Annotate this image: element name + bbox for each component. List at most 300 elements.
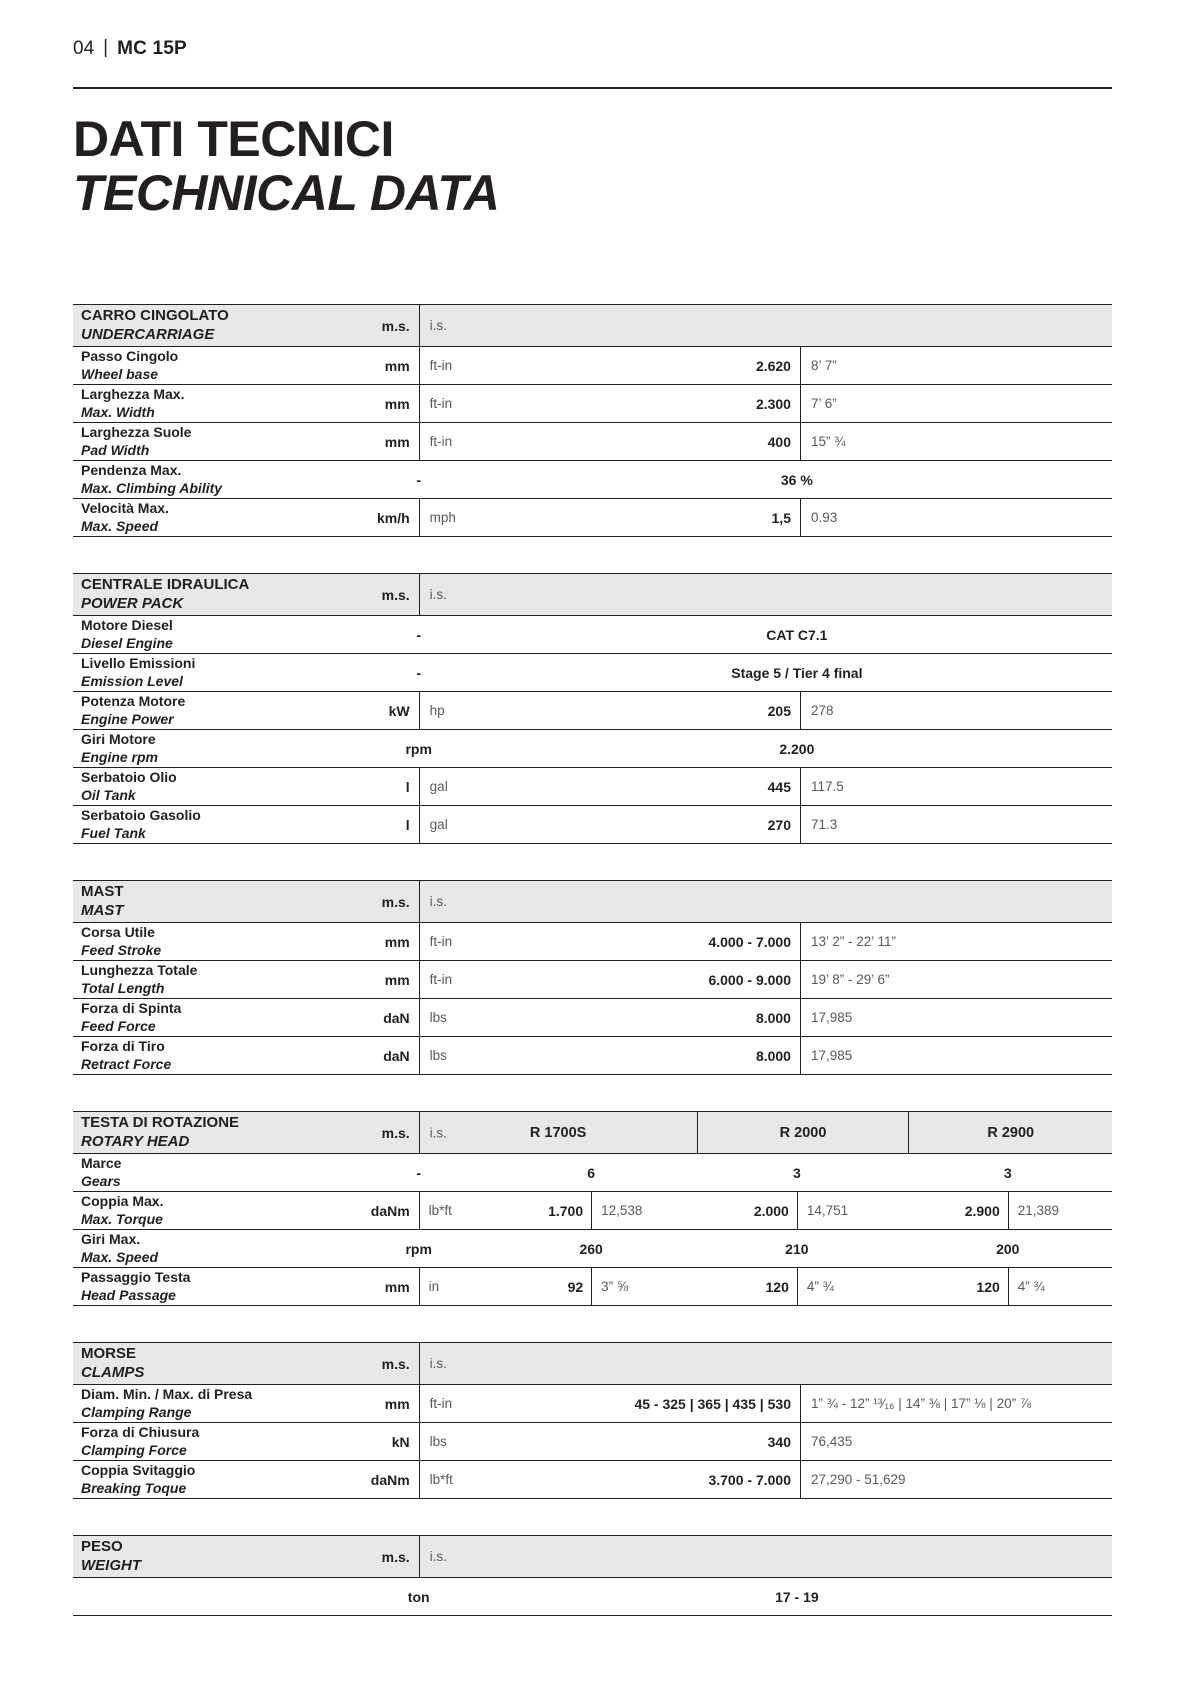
row-label: [81, 348, 178, 382]
row-label: [81, 1038, 171, 1072]
label-cell: [73, 1578, 1112, 1615]
imperial-unit: lbs: [429, 1048, 447, 1063]
table-title-it: CARRO CINGOLATO: [81, 307, 229, 325]
merged-value: 6: [587, 1164, 596, 1181]
row-label-it: Coppia Svitaggio: [81, 1462, 196, 1479]
row-label-it: Potenza Motore: [81, 693, 186, 710]
row-label-en: Oil Tank: [81, 786, 136, 803]
label-cell: [73, 385, 419, 422]
imperial-system-label: i.s.: [429, 587, 447, 602]
row-label-en: Feed Stroke: [81, 941, 162, 958]
metric-cell: [419, 961, 800, 998]
row-label-en: Retract Force: [81, 1055, 172, 1072]
metric-value: 4.000 - 7.000: [708, 933, 791, 950]
row-label-en: Fuel Tank: [81, 824, 146, 841]
value-cell: [1008, 1192, 1112, 1229]
imperial-unit: gal: [429, 817, 448, 832]
metric-cell: [419, 923, 800, 960]
imperial-value: 8’ 7”: [810, 358, 837, 373]
metric-unit: mm: [384, 395, 410, 412]
row-label-en: Clamping Force: [81, 1441, 187, 1458]
imperial-cell: [800, 923, 1112, 960]
merged-unit: -: [416, 471, 422, 488]
value-cell: [591, 1192, 797, 1229]
imperial-value: 19’ 8” - 29’ 6”: [810, 972, 890, 987]
metric-unit: l: [405, 816, 410, 833]
row-label-it: Serbatoio Olio: [81, 769, 177, 786]
metric-unit: kN: [391, 1433, 410, 1450]
imperial-value: 71.3: [810, 817, 838, 832]
row-label-it: Forza di Chiusura: [81, 1424, 200, 1441]
row-label-en: Breaking Toque: [81, 1479, 187, 1496]
row-label-it: Forza di Spinta: [81, 1000, 182, 1017]
spec-table-weight: [73, 1535, 1112, 1616]
row-label-it: Giri Motore: [81, 731, 156, 748]
imperial-cell: [800, 499, 1112, 536]
row-label-it: Velocità Max.: [81, 500, 169, 517]
imperial-value: 0.93: [810, 510, 838, 525]
metric-cell: [419, 1423, 800, 1460]
table-row: [73, 961, 1112, 999]
merged-value: 260: [579, 1240, 603, 1257]
header-subcell: [908, 1112, 1112, 1153]
metric-value: 120: [976, 1278, 1000, 1295]
table-row: [73, 1230, 1112, 1268]
table-title: [81, 307, 229, 344]
label-cell: [73, 730, 1112, 767]
imperial-cell: [800, 1037, 1112, 1074]
row-label-it: Lunghezza Totale: [81, 962, 198, 979]
imperial-value: 1” ¾ - 12” ¹³⁄₁₆ | 14” ⅜ | 17” ⅛ | 20” ⅞: [810, 1396, 1032, 1411]
imperial-value: 12,538: [601, 1203, 643, 1218]
label-cell: [73, 1385, 419, 1422]
merged-value: 36 %: [780, 471, 813, 488]
metric-value: 8.000: [755, 1047, 791, 1064]
row-label-it: Pendenza Max.: [81, 462, 182, 479]
table-row: [73, 1037, 1112, 1075]
label-cell: [73, 1230, 419, 1267]
imperial-value: 117.5: [810, 779, 844, 794]
label-cell: [73, 499, 419, 536]
table-title-en: POWER PACK: [81, 594, 184, 612]
table-row: [73, 499, 1112, 537]
metric-unit: km/h: [376, 509, 410, 526]
imperial-value: 27,290 - 51,629: [810, 1472, 906, 1487]
header-rest-cell: [419, 1536, 1112, 1577]
metric-unit: mm: [384, 433, 410, 450]
page-number: 04: [73, 38, 95, 59]
row-label-en: Max. Climbing Ability: [81, 479, 223, 496]
table-header-row: [73, 1111, 1112, 1154]
label-cell: [73, 1268, 419, 1305]
spec-table-clamps: [73, 1342, 1112, 1499]
row-label-en: Feed Force: [81, 1017, 156, 1034]
imperial-value: 4” ¾: [806, 1279, 834, 1294]
table-title: [81, 1345, 144, 1382]
metric-unit: daN: [383, 1009, 410, 1026]
table-title-en: MAST: [81, 901, 124, 919]
table-title-it: MORSE: [81, 1345, 137, 1363]
metric-value: 1,5: [771, 509, 791, 526]
imperial-unit: lbs: [429, 1010, 447, 1025]
imperial-unit: ft-in: [429, 358, 453, 373]
imperial-unit: lb*ft: [429, 1472, 453, 1487]
merged-value: 210: [785, 1240, 809, 1257]
metric-system-label: m.s.: [381, 1548, 410, 1565]
row-label-it: Serbatoio Gasolio: [81, 807, 201, 824]
page-header-separator: |: [103, 37, 109, 58]
row-label: [81, 731, 158, 765]
metric-unit: daNm: [370, 1202, 410, 1219]
table-row: [73, 654, 1112, 692]
spec-table-undercarriage: [73, 304, 1112, 537]
metric-value: 2.300: [755, 395, 791, 412]
value-cell: [591, 1268, 797, 1305]
imperial-unit: hp: [429, 703, 445, 718]
imperial-system-label: i.s.: [429, 318, 447, 333]
metric-unit: kW: [388, 702, 410, 719]
metric-cell: [419, 1385, 800, 1422]
metric-cell: [419, 768, 800, 805]
metric-cell: [419, 499, 800, 536]
header-label-cell: [73, 1112, 419, 1153]
imperial-unit: ft-in: [429, 934, 453, 949]
doc-title-it: DATI TECNICI: [73, 111, 394, 167]
metric-system-label: m.s.: [381, 1124, 410, 1141]
table-row: [73, 385, 1112, 423]
row-label: [81, 386, 184, 420]
metric-value: 2.000: [753, 1202, 789, 1219]
metric-unit: daNm: [370, 1471, 410, 1488]
metric-value: 270: [767, 816, 791, 833]
metric-cell: [419, 692, 800, 729]
metric-unit: daN: [383, 1047, 410, 1064]
row-label-it: Motore Diesel: [81, 617, 173, 634]
imperial-value: 278: [810, 703, 834, 718]
spec-table-power-pack: [73, 573, 1112, 844]
row-label-en: Max. Torque: [81, 1210, 163, 1227]
column-header: R 2900: [987, 1124, 1035, 1141]
merged-unit: rpm: [405, 1240, 432, 1257]
imperial-system-label: i.s.: [429, 1356, 447, 1371]
imperial-unit: in: [428, 1279, 440, 1294]
imperial-value: 7’ 6”: [810, 396, 837, 411]
table-row: [73, 1154, 1112, 1192]
label-cell: [73, 616, 1112, 653]
table-row: [73, 768, 1112, 806]
metric-unit: mm: [384, 971, 410, 988]
imperial-system-label: i.s.: [429, 894, 447, 909]
row-label-en: Max. Width: [81, 403, 155, 420]
metric-system-label: m.s.: [381, 317, 410, 334]
imperial-unit: lb*ft: [428, 1203, 452, 1218]
spec-table-rotary-head: [73, 1111, 1112, 1306]
metric-value: 445: [767, 778, 791, 795]
header-rest-cell: [419, 1343, 1112, 1384]
table-row: [73, 347, 1112, 385]
row-label-en: Emission Level: [81, 672, 183, 689]
label-cell: [73, 654, 1112, 691]
metric-cell: [419, 806, 800, 843]
label-cell: [73, 1192, 419, 1229]
metric-unit: mm: [384, 1278, 410, 1295]
merged-unit: -: [416, 1164, 422, 1181]
metric-unit: mm: [384, 933, 410, 950]
page-title: [73, 112, 1112, 220]
row-label-en: Clamping Range: [81, 1403, 192, 1420]
table-row: [73, 461, 1112, 499]
merged-unit: rpm: [405, 740, 432, 757]
table-title: [81, 1538, 141, 1575]
header-label-cell: [73, 574, 419, 615]
table-row: [73, 923, 1112, 961]
imperial-value: 76,435: [810, 1434, 853, 1449]
metric-unit: mm: [384, 1395, 410, 1412]
metric-value: 120: [765, 1278, 789, 1295]
merged-value: 200: [996, 1240, 1020, 1257]
value-cell: [797, 1192, 1008, 1229]
row-label: [81, 617, 173, 651]
metric-unit: mm: [384, 357, 410, 374]
imperial-unit: lbs: [429, 1434, 447, 1449]
metric-cell: [419, 423, 800, 460]
metric-cell: [419, 1461, 800, 1498]
row-label-it: Larghezza Max.: [81, 386, 185, 403]
metric-system-label: m.s.: [381, 1355, 410, 1372]
merged-value: 17 - 19: [775, 1588, 819, 1605]
imperial-cell: [800, 768, 1112, 805]
row-label: [81, 1193, 163, 1227]
label-cell: [73, 806, 419, 843]
row-label-en: Engine Power: [81, 710, 174, 727]
table-row: [73, 1192, 1112, 1230]
imperial-cell: [800, 692, 1112, 729]
label-cell: [73, 1423, 419, 1460]
metric-value: 6.000 - 9.000: [708, 971, 791, 988]
row-label: [81, 1231, 158, 1265]
imperial-value: 17,985: [810, 1010, 853, 1025]
imperial-value: 4” ¾: [1017, 1279, 1045, 1294]
row-label-it: Forza di Tiro: [81, 1038, 165, 1055]
header-subcell: [697, 1112, 909, 1153]
merged-value: CAT C7.1: [766, 626, 828, 643]
row-label-en: Gears: [81, 1172, 121, 1189]
row-label-en: Engine rpm: [81, 748, 159, 765]
imperial-value: 14,751: [806, 1203, 849, 1218]
row-label-en: Diesel Engine: [81, 634, 173, 651]
metric-value: 3.700 - 7.000: [708, 1471, 791, 1488]
imperial-cell: [800, 423, 1112, 460]
table-row: [73, 616, 1112, 654]
header-rest-cell: [419, 574, 1112, 615]
header-label-cell: [73, 305, 419, 346]
row-label-it: Diam. Min. / Max. di Presa: [81, 1386, 253, 1403]
imperial-system-label: i.s.: [429, 1549, 447, 1564]
divider-rule: [73, 87, 1112, 89]
merged-unit: -: [416, 664, 422, 681]
table-row: [73, 1268, 1112, 1306]
row-label: [81, 924, 161, 958]
header-rest-cell: [419, 305, 1112, 346]
table-title: [81, 883, 124, 920]
merged-value: Stage 5 / Tier 4 final: [731, 664, 863, 681]
row-label-it: Giri Max.: [81, 1231, 141, 1248]
page-header: [73, 38, 1112, 60]
imperial-cell: [800, 385, 1112, 422]
imperial-value: 3” ⅝: [601, 1279, 629, 1294]
metric-value: 45 - 325 | 365 | 435 | 530: [634, 1395, 791, 1412]
row-label-en: Max. Speed: [81, 517, 159, 534]
table-row: [73, 423, 1112, 461]
table-title: [81, 1114, 239, 1151]
label-cell: [73, 1461, 419, 1498]
table-header-row: [73, 573, 1112, 616]
metric-cell: [419, 1037, 800, 1074]
imperial-unit: ft-in: [429, 972, 453, 987]
row-label: [81, 1462, 195, 1496]
header-rest-cell: [419, 881, 1112, 922]
value-cell: [419, 1192, 591, 1229]
table-header-row: [73, 880, 1112, 923]
metric-value: 2.900: [964, 1202, 1000, 1219]
row-label: [81, 655, 195, 689]
table-row: [73, 806, 1112, 844]
value-cell: [797, 1268, 1008, 1305]
metric-value: 92: [567, 1278, 584, 1295]
label-cell: [73, 423, 419, 460]
metric-cell: [419, 999, 800, 1036]
label-cell: [73, 1037, 419, 1074]
imperial-cell: [800, 806, 1112, 843]
value-cell: [1008, 1268, 1112, 1305]
header-subcell: [420, 1112, 697, 1153]
merged-value: 3: [792, 1164, 801, 1181]
imperial-value: 21,389: [1017, 1203, 1060, 1218]
row-label: [81, 1424, 199, 1458]
table-row: [73, 730, 1112, 768]
table-title-en: UNDERCARRIAGE: [81, 325, 215, 343]
table-title-it: MAST: [81, 883, 124, 901]
imperial-cell: [800, 1423, 1112, 1460]
row-label: [81, 1386, 252, 1420]
imperial-value: 13’ 2” - 22’ 11”: [810, 934, 897, 949]
row-label-en: Wheel base: [81, 365, 159, 382]
metric-value: 340: [767, 1433, 791, 1450]
row-label: [81, 462, 222, 496]
label-cell: [73, 347, 419, 384]
imperial-cell: [800, 347, 1112, 384]
table-title-it: PESO: [81, 1538, 123, 1556]
metric-value: 2.620: [755, 357, 791, 374]
merged-unit: -: [416, 626, 422, 643]
metric-system-label: m.s.: [381, 586, 410, 603]
table-row: [73, 1461, 1112, 1499]
label-cell: [73, 1154, 422, 1191]
spec-tables-container: [73, 304, 1112, 1616]
table-row: [73, 999, 1112, 1037]
model-name: MC 15P: [117, 38, 187, 59]
imperial-system-label: i.s.: [429, 1125, 447, 1140]
row-label-en: Max. Speed: [81, 1248, 159, 1265]
metric-value: 8.000: [755, 1009, 791, 1026]
label-cell: [73, 461, 1112, 498]
metric-value: 205: [767, 702, 791, 719]
merged-value: 3: [1003, 1164, 1012, 1181]
imperial-unit: mph: [429, 510, 456, 525]
label-cell: [73, 692, 419, 729]
doc-title-en: TECHNICAL DATA: [73, 165, 500, 221]
metric-cell: [419, 347, 800, 384]
metric-cell: [419, 385, 800, 422]
table-header-row: [73, 304, 1112, 347]
table-title-it: TESTA DI ROTAZIONE: [81, 1114, 240, 1132]
row-label-it: Marce: [81, 1155, 122, 1172]
table-header-row: [73, 1342, 1112, 1385]
row-label: [81, 693, 185, 727]
row-label: [81, 500, 169, 534]
row-label-en: Pad Width: [81, 441, 150, 458]
row-label: [81, 1155, 121, 1189]
table-row: [73, 1578, 1112, 1616]
column-header: R 1700S: [529, 1124, 587, 1141]
row-label: [81, 1000, 181, 1034]
row-label-it: Livello Emissioni: [81, 655, 196, 672]
header-label-cell: [73, 1343, 419, 1384]
row-label-en: Head Passage: [81, 1286, 176, 1303]
header-label-cell: [73, 881, 419, 922]
row-label-it: Passaggio Testa: [81, 1269, 191, 1286]
row-label: [81, 807, 201, 841]
row-label: [81, 769, 177, 803]
imperial-unit: ft-in: [429, 1396, 453, 1411]
merged-value: 2.200: [779, 740, 815, 757]
table-title-it: CENTRALE IDRAULICA: [81, 576, 250, 594]
metric-value: 400: [767, 433, 791, 450]
metric-unit: l: [405, 778, 410, 795]
row-label-en: Total Length: [81, 979, 165, 996]
label-cell: [73, 923, 419, 960]
merged-unit: ton: [407, 1588, 430, 1605]
row-label-it: Larghezza Suole: [81, 424, 192, 441]
row-label: [81, 1269, 190, 1303]
column-header: R 2000: [779, 1124, 827, 1141]
table-title-en: WEIGHT: [81, 1556, 141, 1574]
imperial-cell: [800, 1461, 1112, 1498]
label-cell: [73, 999, 419, 1036]
table-row: [73, 692, 1112, 730]
metric-system-label: m.s.: [381, 893, 410, 910]
table-row: [73, 1385, 1112, 1423]
row-label-it: Coppia Max.: [81, 1193, 164, 1210]
table-title-en: CLAMPS: [81, 1363, 145, 1381]
imperial-value: 17,985: [810, 1048, 853, 1063]
row-label: [81, 424, 191, 458]
table-header-row: [73, 1535, 1112, 1578]
value-cell: [419, 1268, 591, 1305]
row-label-it: Corsa Utile: [81, 924, 155, 941]
header-rest-cell: [419, 1112, 1112, 1153]
metric-value: 1.700: [548, 1202, 584, 1219]
header-label-cell: [73, 1536, 419, 1577]
imperial-unit: ft-in: [429, 396, 453, 411]
table-row: [73, 1423, 1112, 1461]
table-title: [81, 576, 249, 613]
spec-table-mast: [73, 880, 1112, 1075]
row-label-it: Passo Cingolo: [81, 348, 179, 365]
label-cell: [73, 768, 419, 805]
imperial-unit: gal: [429, 779, 448, 794]
table-title-en: ROTARY HEAD: [81, 1132, 190, 1150]
